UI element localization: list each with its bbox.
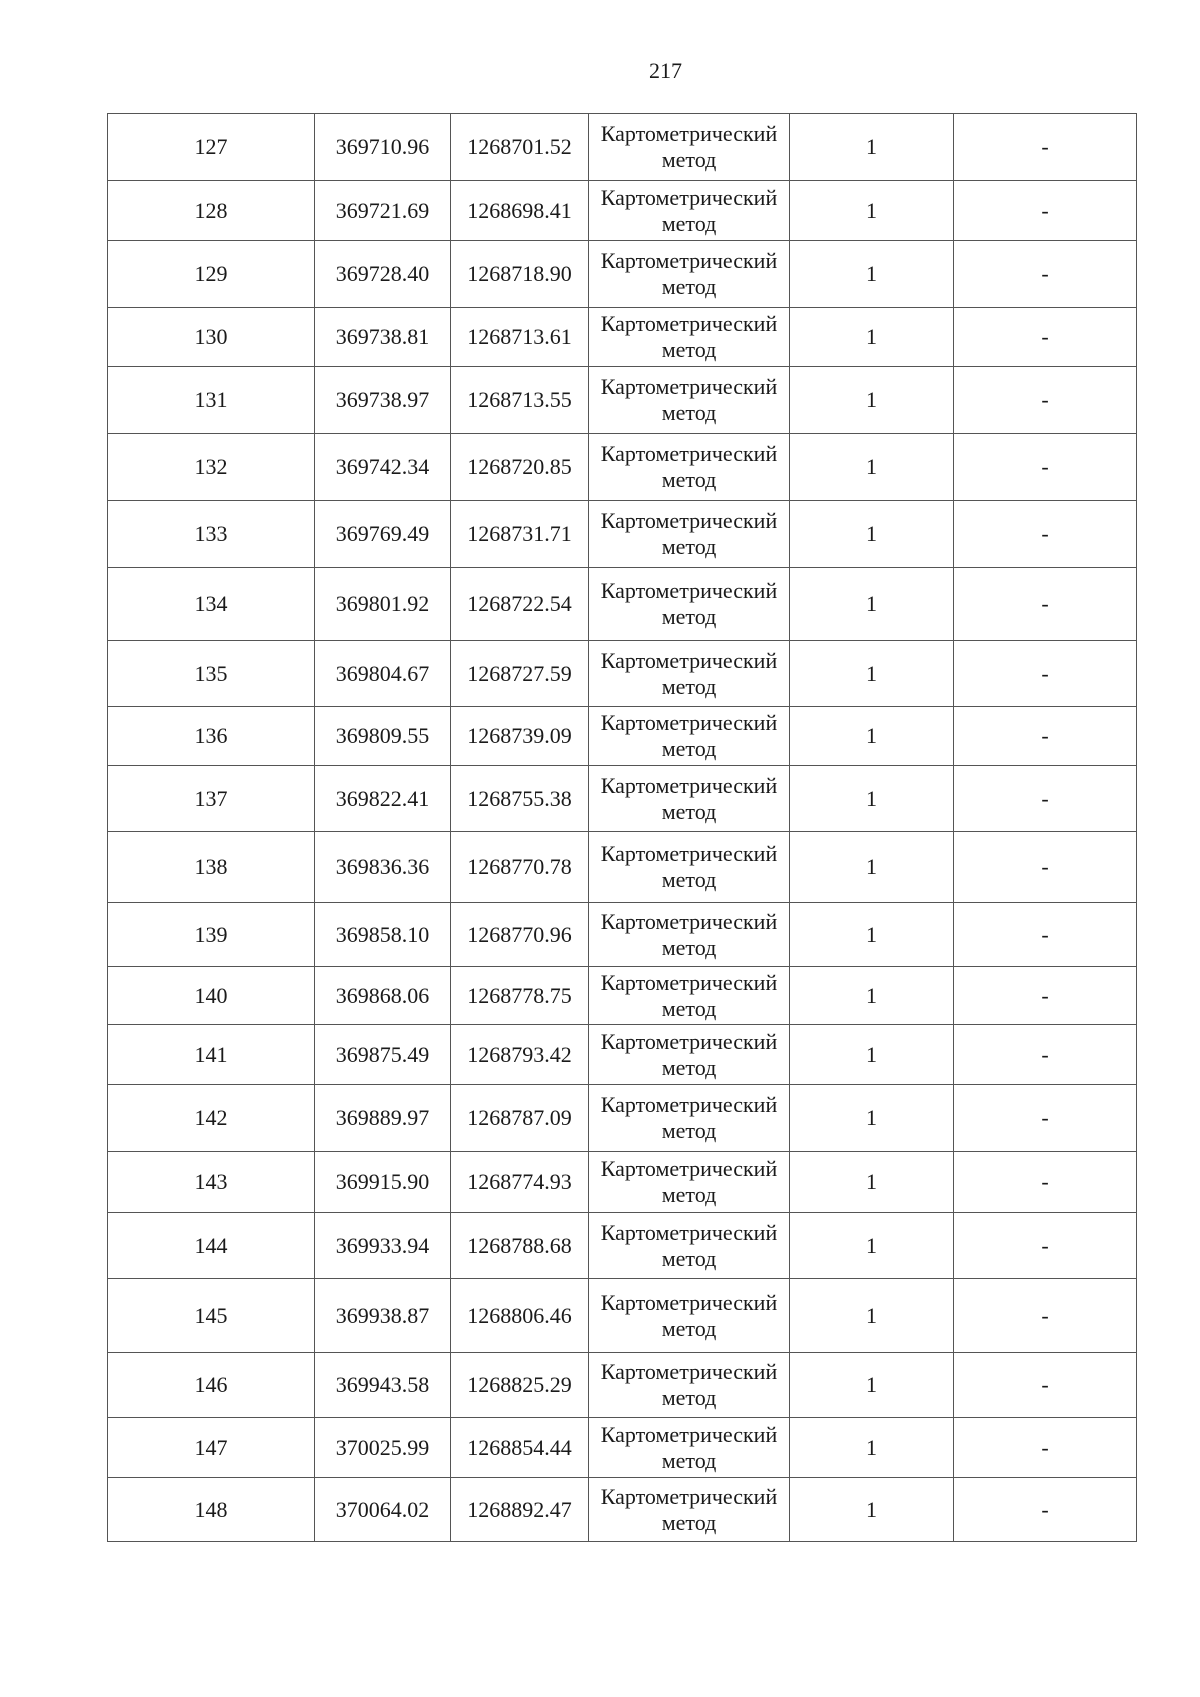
cell-accuracy: 1 bbox=[790, 1085, 954, 1152]
cell-accuracy: 1 bbox=[790, 367, 954, 434]
cell-note: - bbox=[954, 1418, 1137, 1478]
cell-note: - bbox=[954, 641, 1137, 707]
cell-point-number: 128 bbox=[108, 181, 315, 241]
cell-accuracy: 1 bbox=[790, 707, 954, 766]
cell-accuracy: 1 bbox=[790, 1152, 954, 1213]
cell-accuracy: 1 bbox=[790, 241, 954, 308]
table-row bbox=[108, 1478, 1137, 1542]
cell-y-coordinate: 1268720.85 bbox=[451, 434, 589, 501]
cell-y-coordinate: 1268854.44 bbox=[451, 1418, 589, 1478]
cell-x-coordinate: 369858.10 bbox=[315, 903, 451, 967]
cell-x-coordinate: 369738.97 bbox=[315, 367, 451, 434]
cell-accuracy: 1 bbox=[790, 641, 954, 707]
table-row bbox=[108, 241, 1137, 308]
cell-y-coordinate: 1268713.61 bbox=[451, 308, 589, 367]
cell-accuracy: 1 bbox=[790, 308, 954, 367]
cell-point-number: 139 bbox=[108, 903, 315, 967]
table-row bbox=[108, 967, 1137, 1025]
table-row bbox=[108, 641, 1137, 707]
cell-note: - bbox=[954, 707, 1137, 766]
cell-method: Картометрический метод bbox=[589, 501, 790, 568]
cell-method: Картометрический метод bbox=[589, 903, 790, 967]
cell-accuracy: 1 bbox=[790, 501, 954, 568]
cell-note: - bbox=[954, 967, 1137, 1025]
cell-method: Картометрический метод bbox=[589, 114, 790, 181]
cell-x-coordinate: 369875.49 bbox=[315, 1025, 451, 1085]
cell-y-coordinate: 1268787.09 bbox=[451, 1085, 589, 1152]
cell-y-coordinate: 1268770.96 bbox=[451, 903, 589, 967]
cell-method: Картометрический метод bbox=[589, 1478, 790, 1542]
cell-method: Картометрический метод bbox=[589, 1353, 790, 1418]
cell-point-number: 142 bbox=[108, 1085, 315, 1152]
cell-point-number: 140 bbox=[108, 967, 315, 1025]
cell-x-coordinate: 369889.97 bbox=[315, 1085, 451, 1152]
table-row bbox=[108, 903, 1137, 967]
cell-x-coordinate: 369822.41 bbox=[315, 766, 451, 832]
cell-x-coordinate: 370025.99 bbox=[315, 1418, 451, 1478]
cell-x-coordinate: 369915.90 bbox=[315, 1152, 451, 1213]
cell-y-coordinate: 1268825.29 bbox=[451, 1353, 589, 1418]
cell-y-coordinate: 1268778.75 bbox=[451, 967, 589, 1025]
cell-note: - bbox=[954, 832, 1137, 903]
cell-point-number: 137 bbox=[108, 766, 315, 832]
cell-x-coordinate: 369938.87 bbox=[315, 1279, 451, 1353]
cell-method: Картометрический метод bbox=[589, 641, 790, 707]
cell-method: Картометрический метод bbox=[589, 1279, 790, 1353]
cell-note: - bbox=[954, 367, 1137, 434]
coordinates-table bbox=[107, 113, 1137, 1542]
cell-note: - bbox=[954, 501, 1137, 568]
table-row bbox=[108, 1353, 1137, 1418]
cell-method: Картометрический метод bbox=[589, 1025, 790, 1085]
cell-method: Картометрический метод bbox=[589, 241, 790, 308]
cell-accuracy: 1 bbox=[790, 1279, 954, 1353]
cell-y-coordinate: 1268713.55 bbox=[451, 367, 589, 434]
cell-note: - bbox=[954, 114, 1137, 181]
table-row bbox=[108, 114, 1137, 181]
cell-point-number: 138 bbox=[108, 832, 315, 903]
cell-note: - bbox=[954, 1152, 1137, 1213]
cell-y-coordinate: 1268806.46 bbox=[451, 1279, 589, 1353]
cell-y-coordinate: 1268793.42 bbox=[451, 1025, 589, 1085]
cell-point-number: 141 bbox=[108, 1025, 315, 1085]
cell-method: Картометрический метод bbox=[589, 308, 790, 367]
cell-point-number: 147 bbox=[108, 1418, 315, 1478]
cell-note: - bbox=[954, 1213, 1137, 1279]
cell-note: - bbox=[954, 308, 1137, 367]
cell-x-coordinate: 369738.81 bbox=[315, 308, 451, 367]
cell-point-number: 146 bbox=[108, 1353, 315, 1418]
cell-note: - bbox=[954, 181, 1137, 241]
cell-note: - bbox=[954, 1085, 1137, 1152]
cell-x-coordinate: 369943.58 bbox=[315, 1353, 451, 1418]
cell-y-coordinate: 1268727.59 bbox=[451, 641, 589, 707]
cell-note: - bbox=[954, 1279, 1137, 1353]
cell-x-coordinate: 369769.49 bbox=[315, 501, 451, 568]
table-row bbox=[108, 1279, 1137, 1353]
cell-point-number: 135 bbox=[108, 641, 315, 707]
cell-method: Картометрический метод bbox=[589, 181, 790, 241]
cell-point-number: 136 bbox=[108, 707, 315, 766]
cell-accuracy: 1 bbox=[790, 1418, 954, 1478]
cell-method: Картометрический метод bbox=[589, 434, 790, 501]
cell-note: - bbox=[954, 1353, 1137, 1418]
cell-note: - bbox=[954, 1478, 1137, 1542]
cell-point-number: 131 bbox=[108, 367, 315, 434]
cell-point-number: 132 bbox=[108, 434, 315, 501]
table-row bbox=[108, 501, 1137, 568]
cell-method: Картометрический метод bbox=[589, 766, 790, 832]
table-row bbox=[108, 1418, 1137, 1478]
cell-accuracy: 1 bbox=[790, 832, 954, 903]
cell-x-coordinate: 369809.55 bbox=[315, 707, 451, 766]
cell-y-coordinate: 1268698.41 bbox=[451, 181, 589, 241]
table-row bbox=[108, 181, 1137, 241]
cell-accuracy: 1 bbox=[790, 967, 954, 1025]
cell-point-number: 127 bbox=[108, 114, 315, 181]
cell-x-coordinate: 369868.06 bbox=[315, 967, 451, 1025]
cell-accuracy: 1 bbox=[790, 1025, 954, 1085]
cell-accuracy: 1 bbox=[790, 766, 954, 832]
cell-point-number: 145 bbox=[108, 1279, 315, 1353]
cell-accuracy: 1 bbox=[790, 903, 954, 967]
cell-note: - bbox=[954, 766, 1137, 832]
cell-note: - bbox=[954, 434, 1137, 501]
cell-accuracy: 1 bbox=[790, 181, 954, 241]
cell-note: - bbox=[954, 568, 1137, 641]
page-number: 217 bbox=[649, 58, 682, 83]
table-row bbox=[108, 1213, 1137, 1279]
table-row bbox=[108, 434, 1137, 501]
cell-method: Картометрический метод bbox=[589, 1085, 790, 1152]
cell-note: - bbox=[954, 903, 1137, 967]
cell-y-coordinate: 1268718.90 bbox=[451, 241, 589, 308]
cell-point-number: 134 bbox=[108, 568, 315, 641]
cell-accuracy: 1 bbox=[790, 1353, 954, 1418]
cell-x-coordinate: 369836.36 bbox=[315, 832, 451, 903]
coordinates-table-body bbox=[108, 114, 1137, 1542]
table-row bbox=[108, 707, 1137, 766]
cell-point-number: 143 bbox=[108, 1152, 315, 1213]
cell-accuracy: 1 bbox=[790, 1478, 954, 1542]
cell-method: Картометрический метод bbox=[589, 1213, 790, 1279]
cell-accuracy: 1 bbox=[790, 568, 954, 641]
table-row bbox=[108, 1152, 1137, 1213]
cell-x-coordinate: 369801.92 bbox=[315, 568, 451, 641]
cell-method: Картометрический метод bbox=[589, 832, 790, 903]
cell-accuracy: 1 bbox=[790, 434, 954, 501]
cell-method: Картометрический метод bbox=[589, 707, 790, 766]
table-row bbox=[108, 1025, 1137, 1085]
cell-y-coordinate: 1268722.54 bbox=[451, 568, 589, 641]
cell-x-coordinate: 369728.40 bbox=[315, 241, 451, 308]
cell-y-coordinate: 1268770.78 bbox=[451, 832, 589, 903]
cell-y-coordinate: 1268731.71 bbox=[451, 501, 589, 568]
cell-method: Картометрический метод bbox=[589, 1418, 790, 1478]
cell-y-coordinate: 1268701.52 bbox=[451, 114, 589, 181]
cell-x-coordinate: 370064.02 bbox=[315, 1478, 451, 1542]
cell-y-coordinate: 1268774.93 bbox=[451, 1152, 589, 1213]
cell-method: Картометрический метод bbox=[589, 367, 790, 434]
cell-x-coordinate: 369933.94 bbox=[315, 1213, 451, 1279]
cell-y-coordinate: 1268739.09 bbox=[451, 707, 589, 766]
cell-x-coordinate: 369721.69 bbox=[315, 181, 451, 241]
cell-method: Картометрический метод bbox=[589, 568, 790, 641]
table-row bbox=[108, 308, 1137, 367]
cell-point-number: 144 bbox=[108, 1213, 315, 1279]
cell-note: - bbox=[954, 1025, 1137, 1085]
cell-method: Картометрический метод bbox=[589, 967, 790, 1025]
table-row bbox=[108, 766, 1137, 832]
cell-y-coordinate: 1268755.38 bbox=[451, 766, 589, 832]
cell-accuracy: 1 bbox=[790, 114, 954, 181]
cell-x-coordinate: 369710.96 bbox=[315, 114, 451, 181]
table-row bbox=[108, 832, 1137, 903]
cell-note: - bbox=[954, 241, 1137, 308]
cell-y-coordinate: 1268892.47 bbox=[451, 1478, 589, 1542]
cell-point-number: 133 bbox=[108, 501, 315, 568]
table-row bbox=[108, 367, 1137, 434]
cell-method: Картометрический метод bbox=[589, 1152, 790, 1213]
cell-y-coordinate: 1268788.68 bbox=[451, 1213, 589, 1279]
table-row bbox=[108, 1085, 1137, 1152]
cell-x-coordinate: 369804.67 bbox=[315, 641, 451, 707]
cell-x-coordinate: 369742.34 bbox=[315, 434, 451, 501]
cell-accuracy: 1 bbox=[790, 1213, 954, 1279]
cell-point-number: 148 bbox=[108, 1478, 315, 1542]
cell-point-number: 129 bbox=[108, 241, 315, 308]
cell-point-number: 130 bbox=[108, 308, 315, 367]
table-row bbox=[108, 568, 1137, 641]
